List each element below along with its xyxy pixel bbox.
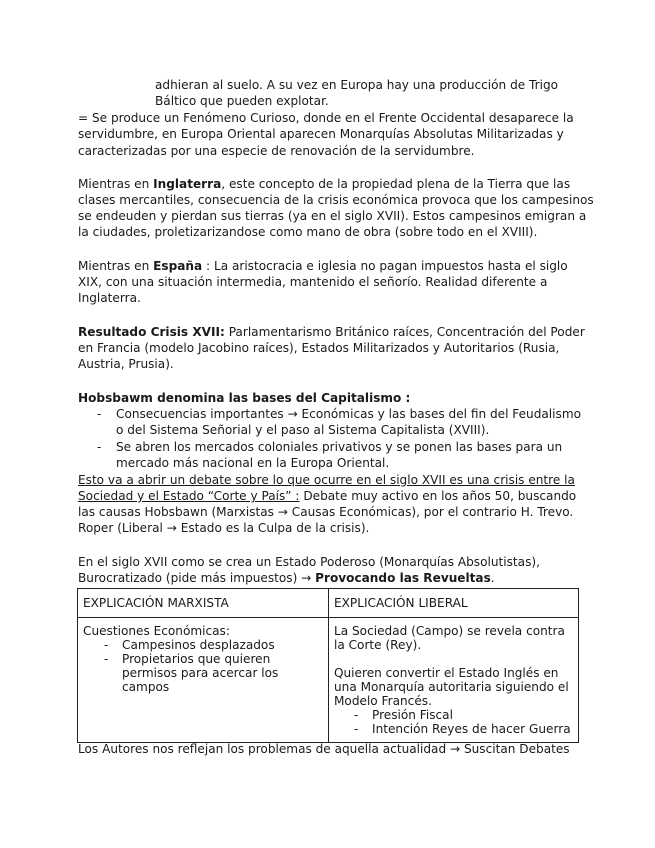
cell-marxista — [78, 617, 329, 742]
marxista-bullet-2-line-1: Propietarios que quieren — [122, 651, 271, 666]
cell-liberal — [329, 617, 579, 742]
marxista-bullet-2-line-3: campos — [122, 679, 170, 694]
espana-bold: España — [153, 259, 203, 273]
para4-post: Parlamentarismo Británico raíces, Concentración del Poder — [224, 325, 585, 339]
debate-underlined: Sociedad y el Estado “Corte y País” : — [78, 489, 300, 503]
liberal-line-1: La Sociedad (Campo) se revela contra — [334, 623, 565, 638]
marxista-title: Cuestiones Económicas: — [83, 623, 230, 638]
para1-line-1: = Se produce un Fenómeno Curioso, donde en el Frente Occidental desaparece la — [78, 111, 574, 125]
header-marxista — [78, 589, 329, 618]
liberal-dash-2: - — [354, 721, 359, 736]
debate-line-2 — [78, 488, 576, 504]
para2-post: , este concepto de la propiedad plena de la Tierra que las — [221, 177, 571, 191]
bullet-2-line-1: Se abren los mercados coloniales privativos y se ponen las bases para un — [116, 440, 563, 454]
para2-line-1 — [78, 176, 570, 192]
bullet-dash-2: - — [97, 440, 102, 454]
para3-line-1 — [78, 258, 568, 274]
liberal-line-2: la Corte (Rey). — [334, 637, 422, 652]
bullet-dash-1: - — [97, 407, 102, 421]
para4-line-1 — [78, 324, 585, 340]
para2-line-2: clases mercantiles, consecuencia de la crisis económica provoca que los campesinos — [78, 193, 594, 207]
hobsbawm-heading-text: Hobsbawm denomina las bases del Capitalismo : — [78, 391, 411, 405]
bullet-1-line-1: Consecuencias importantes → Económicas y las bases del fin del Feudalismo — [116, 407, 581, 421]
liberal-line-5: Modelo Francés. — [334, 693, 432, 708]
para2-line-3: se endeuden y pierdan sus tierras (ya en el siglo XVII). Estos campesinos emigran a — [78, 209, 587, 223]
intro-line-2: Báltico que pueden explotar. — [155, 94, 329, 108]
provocando-bold: Provocando las Revueltas — [315, 571, 491, 585]
para6-end: . — [490, 571, 495, 585]
header-marxista-text: EXPLICACIÓN MARXISTA — [83, 596, 229, 610]
para6-line-2 — [78, 570, 495, 586]
debate-line-1: Esto va a abrir un debate sobre lo que ocurre en el siglo XVII es una crisis entre la — [78, 473, 575, 487]
para3-line-3: Inglaterra. — [78, 291, 141, 305]
liberal-bullet-2: Intención Reyes de hacer Guerra — [372, 721, 571, 736]
resultado-bold: Resultado Crisis XVII: — [78, 325, 225, 339]
table-header-row — [78, 589, 579, 618]
para1-line-2: servidumbre, en Europa Oriental aparecen Monarquías Absolutas Militarizadas y — [78, 127, 564, 141]
marxista-dash-1: - — [104, 637, 109, 652]
para4-line-3: Austria, Prusia). — [78, 357, 174, 371]
liberal-bullet-1: Presión Fiscal — [372, 707, 453, 722]
marxista-dash-2: - — [104, 651, 109, 666]
header-liberal — [329, 589, 579, 618]
marxista-bullet-1: Campesinos desplazados — [122, 637, 275, 652]
inglaterra-bold: Inglaterra — [153, 177, 222, 191]
marxista-bullet-2-line-2: permisos para acercar los — [122, 665, 279, 680]
debate-line-3: las causas Hobsbawn (Marxistas → Causas Económicas), por el contrario H. Trevo. — [78, 505, 574, 519]
para3-post: : La aristocracia e iglesia no pagan impuestos hasta el siglo — [202, 259, 568, 273]
para4-line-2: en Francia (modelo Jacobino raíces), Estados Militarizados y Autoritarios (Rusia, — [78, 341, 560, 355]
para2-pre: Mientras en — [78, 177, 154, 191]
para3-pre: Mientras en — [78, 259, 154, 273]
para6-pre: Burocratizado (pide más impuestos) → — [78, 571, 316, 585]
debate-post: Debate muy activo en los años 50, buscando — [299, 489, 577, 503]
liberal-dash-1: - — [354, 707, 359, 722]
intro-line-1: adhieran al suelo. A su vez en Europa hay una producción de Trigo — [155, 78, 559, 92]
bullet-1-line-2: o del Sistema Señorial y el paso al Sistema Capitalista (XVIII). — [116, 423, 490, 437]
para3-line-2: XIX, con una situación intermedia, mantenido el señorío. Realidad diferente a — [78, 275, 548, 289]
footer-line: Los Autores nos reflejan los problemas de aquella actualidad → Suscitan Debates — [78, 742, 570, 756]
header-liberal-text: EXPLICACIÓN LIBERAL — [334, 596, 468, 610]
liberal-line-3: Quieren convertir el Estado Inglés en — [334, 665, 559, 680]
explanation-table — [77, 588, 579, 743]
liberal-line-4: una Monarquía autoritaria siguiendo el — [334, 679, 569, 694]
para2-line-4: la ciudades, proletizarizandose como mano de obra (sobre todo en el XVIII). — [78, 225, 538, 239]
para1-line-3: caracterizadas por una especie de renovación de la servidumbre. — [78, 144, 475, 158]
bullet-2-line-2: mercado más nacional en la Europa Oriental. — [116, 456, 390, 470]
table-body-row — [78, 617, 579, 742]
para6-line-1: En el siglo XVII como se crea un Estado Poderoso (Monarquías Absolutistas), — [78, 555, 540, 569]
hobsbawm-heading — [78, 390, 410, 406]
debate-line-4: Roper (Liberal → Estado es la Culpa de la crisis). — [78, 521, 370, 535]
